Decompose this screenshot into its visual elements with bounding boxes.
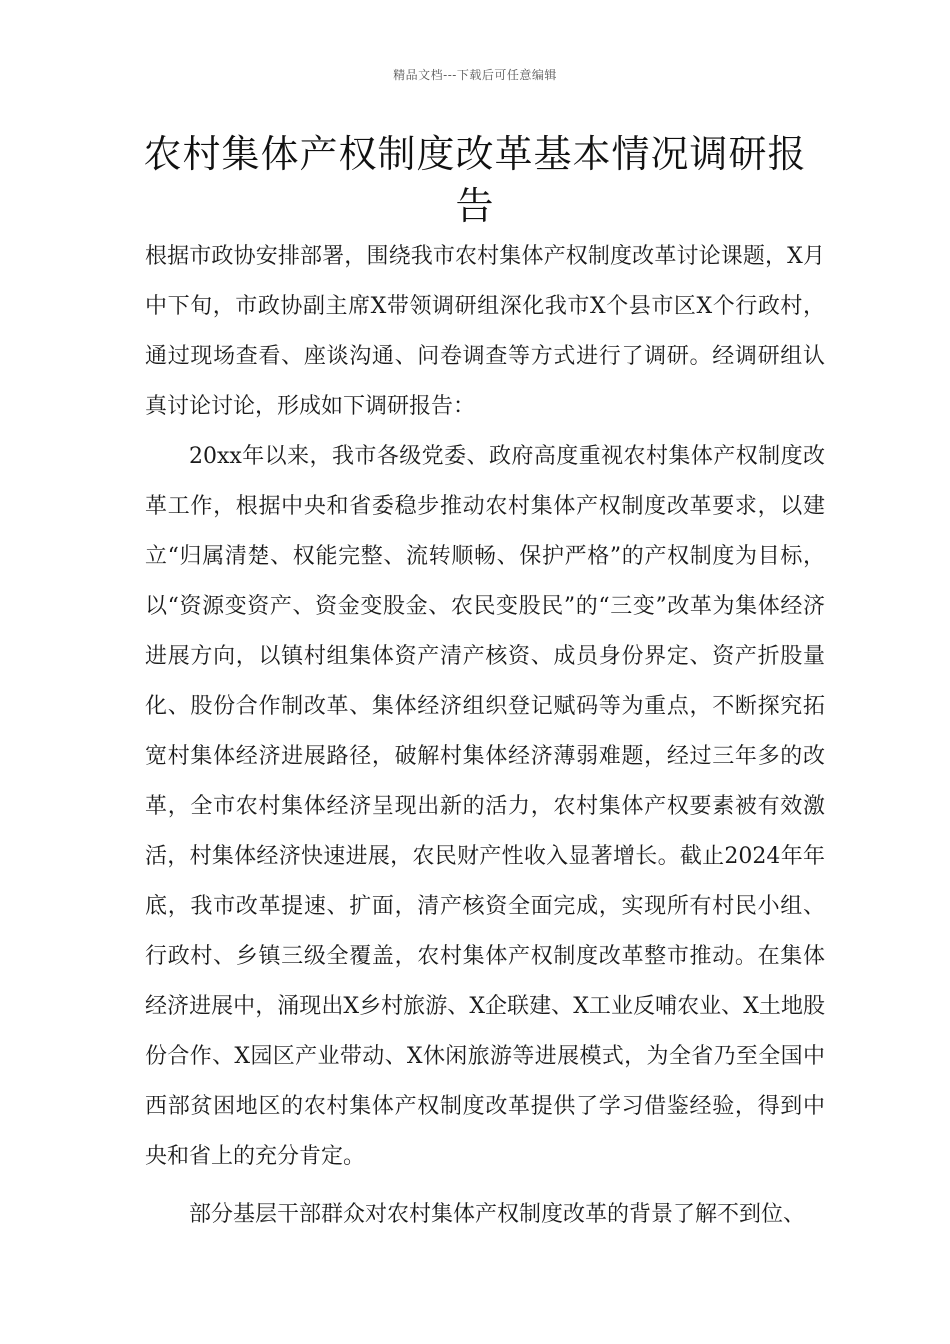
paragraph-issues: 部分基层干部群众对农村集体产权制度改革的背景了解不到位、 [189,1202,806,1227]
page-header: 精品文档---下载后可任意编辑 [393,68,557,82]
document-body [145,232,825,1240]
paragraph-background: 20xx年以来，我市各级党委、政府高度重视农村集体产权制度改革工作，根据中央和省委稳步推动农村集体产权制度改革要求，以建立“归属清楚、权能完整、流转顺畅、保护严格”的产权制度为目标，以“资源变资产、资金变股金、农民变股民”的“三变”改革为集体经济进展方向，以镇村组集体资产清产核资、成员身份界定、资产折股量化、股份合作制改革、集体经济组织登记赋码等为重点，不断探究拓宽村集体经济进展路径，破解村集体经济薄弱难题，经过三年多的改革，全市农村集体经济呈现出新的活力，农村集体产权要素被有效激活，村集体经济快速进展，农民财产性收入显著增长。截止2024年年底，我市改革提速、扩面，清产核资全面完成，实现所有村民小组、行政村、乡镇三级全覆盖，农村集体产权制度改革整市推动。在集体经济进展中，涌现出X乡村旅游、X企联建、X工业反哺农业、X土地股份合作、X园区产业带动、X休闲旅游等进展模式，为全省乃至全国中西部贫困地区的农村集体产权制度改革提供了学习借鉴经验，得到中央和省上的充分肯定。 [145,444,825,1169]
paragraph-intro: 根据市政协安排部署，围绕我市农村集体产权制度改革讨论课题，X月中下旬，市政协副主席X带领调研组深化我市X个县市区X个行政村，通过现场查看、座谈沟通、问卷调查等方式进行了调研。经调研组认真讨论讨论，形成如下调研报告： [145,244,825,419]
document-title: 农村集体产权制度改革基本情况调研报告 [143,132,807,228]
